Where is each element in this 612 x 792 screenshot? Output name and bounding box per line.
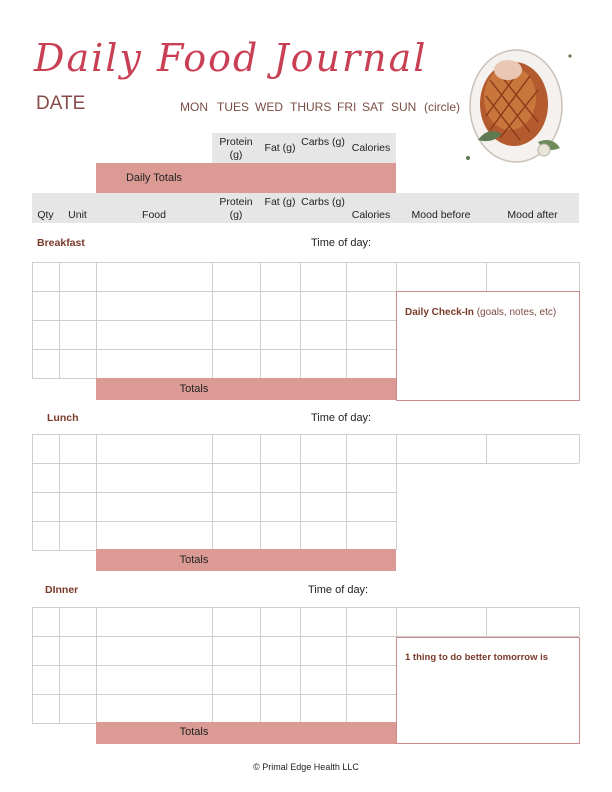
date-label: DATE — [36, 93, 86, 114]
grid-line — [486, 434, 487, 463]
col-calories: Calories — [351, 209, 391, 221]
grid-line — [396, 463, 579, 464]
grid-line — [32, 694, 396, 695]
grid-line — [32, 607, 396, 608]
grid-line — [346, 262, 347, 378]
grid-line — [396, 434, 579, 435]
grid-line — [300, 434, 301, 550]
col-fat: Fat (g) — [264, 196, 296, 208]
col-unit: Unit — [68, 209, 87, 221]
grid-line — [346, 607, 347, 723]
daily-checkin-note: (goals, notes, etc) — [473, 307, 557, 318]
breakfast-label: Breakfast — [37, 237, 85, 249]
grid-line — [32, 665, 396, 666]
grid-line — [59, 607, 60, 723]
grid-line — [96, 607, 97, 723]
grid-line — [300, 607, 301, 723]
grid-line — [32, 607, 33, 723]
col-mood-after: Mood after — [507, 209, 558, 221]
lunch-totals-label: Totals — [179, 554, 209, 566]
lunch-label: Lunch — [47, 412, 79, 424]
dinner-label: DInner — [45, 584, 79, 596]
grid-line — [579, 607, 580, 636]
breakfast-totals-label: Totals — [179, 383, 209, 395]
grid-line — [260, 434, 261, 550]
day-sun[interactable]: SUN — [391, 100, 417, 114]
daily-totals-calories-header: Calories — [351, 142, 391, 154]
day-mon[interactable]: MON — [180, 100, 208, 114]
dinner-totals-label: Totals — [179, 726, 209, 738]
daily-totals-protein-header: Protein (g) — [219, 136, 253, 161]
grid-line — [260, 607, 261, 723]
page-title: Daily Food Journal — [34, 36, 428, 80]
col-protein: Protein (g) — [219, 196, 253, 221]
day-fri[interactable]: FRI — [337, 100, 357, 114]
grid-line — [32, 262, 396, 263]
grid-line — [32, 492, 396, 493]
day-tues[interactable]: TUES — [217, 100, 250, 114]
col-mood-before: Mood before — [411, 209, 471, 221]
grid-line — [396, 434, 397, 550]
grid-line — [212, 262, 213, 378]
day-wed[interactable]: WED — [255, 100, 283, 114]
day-sat[interactable]: SAT — [362, 100, 385, 114]
grid-line — [212, 607, 213, 723]
day-thurs[interactable]: THURS — [290, 100, 332, 114]
grid-line — [260, 262, 261, 378]
days-note: (circle) — [424, 100, 460, 114]
daily-totals-carbs-header: Carbs (g) — [301, 136, 345, 148]
grid-line — [32, 291, 396, 292]
col-food: Food — [142, 209, 166, 221]
grid-line — [96, 434, 97, 550]
grid-line — [32, 262, 33, 378]
col-carbs: Carbs (g) — [301, 196, 345, 208]
breakfast-time-label: Time of day: — [311, 237, 372, 249]
grid-line — [579, 262, 580, 291]
grid-line — [59, 434, 60, 550]
grid-line — [32, 521, 396, 522]
grid-line — [32, 320, 396, 321]
grid-line — [32, 636, 396, 637]
grid-line — [579, 434, 580, 463]
ham-illustration-icon — [458, 40, 578, 168]
daily-checkin-title — [405, 307, 556, 318]
grid-line — [32, 349, 396, 350]
grid-line — [486, 262, 487, 291]
grid-line — [300, 262, 301, 378]
grid-line — [32, 434, 396, 435]
daily-totals-fat-header: Fat (g) — [264, 142, 296, 154]
grid-line — [32, 463, 396, 464]
daily-checkin-bold: Daily Check-In — [405, 307, 474, 318]
grid-line — [96, 262, 97, 378]
grid-line — [32, 434, 33, 550]
grid-line — [396, 262, 579, 263]
footer-copyright: © Primal Edge Health LLC — [253, 762, 359, 772]
better-tomorrow-label: 1 thing to do better tomorrow is — [405, 652, 549, 663]
grid-line — [212, 434, 213, 550]
grid-line — [486, 607, 487, 636]
dinner-time-label: Time of day: — [308, 584, 369, 596]
grid-line — [346, 434, 347, 550]
daily-totals-label: Daily Totals — [125, 172, 183, 184]
lunch-time-label: Time of day: — [311, 412, 372, 424]
grid-line — [59, 262, 60, 378]
grid-line — [396, 607, 579, 608]
col-qty: Qty — [37, 209, 54, 221]
